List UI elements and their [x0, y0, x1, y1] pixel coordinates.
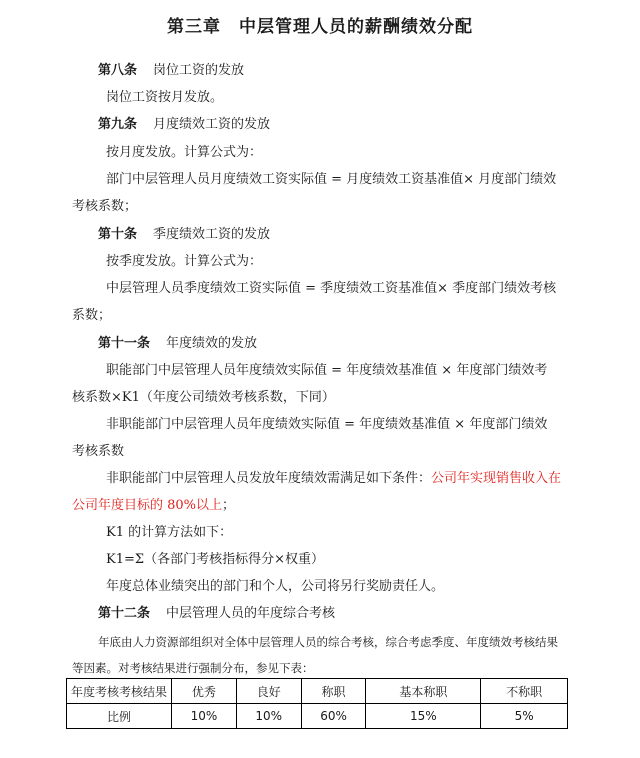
article-8-number: 第八条 — [98, 63, 138, 78]
article-11-formula-b-line2: 考核系数 — [72, 444, 125, 459]
table-cell: 比例 — [67, 704, 172, 729]
article-10-formula-line1: 中层管理人员季度绩效工资实际值 = 季度绩效工资基准值× 季度部门绩效考核 — [106, 281, 557, 296]
k1-formula: K1=Σ（各部门考核指标得分×权重） — [106, 552, 324, 567]
article-9-formula-line1: 部门中层管理人员月度绩效工资实际值 = 月度绩效工资基准值× 月度部门绩效 — [106, 172, 557, 187]
table-row — [67, 704, 568, 729]
article-12-text-line1: 年底由人力资源部组织对全体中层管理人员的综合考核，综合考虑季度、年度绩效考核结果 — [98, 635, 558, 649]
article-11-condition-line2 — [72, 498, 235, 514]
article-9-title: 月度绩效工资的发放 — [153, 117, 271, 132]
article-10-heading — [98, 227, 270, 243]
article-11-heading — [98, 336, 257, 352]
condition-highlight-2: 公司年度目标的 80%以上 — [72, 498, 223, 513]
table-cell: 60% — [301, 704, 366, 729]
article-12-heading — [98, 606, 335, 622]
chapter-title: 第三章 中层管理人员的薪酬绩效分配 — [167, 17, 473, 37]
article-12-title: 中层管理人员的年度综合考核 — [166, 606, 336, 621]
distribution-table — [66, 678, 568, 729]
article-11-formula-a-line2: 核系数×K1（年度公司绩效考核系数，下同） — [72, 390, 335, 405]
article-10-title: 季度绩效工资的发放 — [153, 227, 271, 242]
article-10-text: 按季度发放。计算公式为： — [106, 254, 263, 269]
condition-highlight-1: 公司年实现销售收入在 — [431, 471, 562, 486]
table-cell: 不称职 — [481, 679, 568, 704]
table-header-row — [67, 679, 568, 704]
table-cell: 10% — [236, 704, 301, 729]
table-cell: 良好 — [236, 679, 301, 704]
article-8-heading — [98, 63, 244, 79]
table-cell: 优秀 — [172, 679, 237, 704]
table-cell: 年度考核考核结果 — [67, 679, 172, 704]
article-11-formula-a-line1: 职能部门中层管理人员年度绩效实际值 = 年度绩效基准值 × 年度部门绩效考 — [106, 363, 548, 378]
article-10-number: 第十条 — [98, 227, 138, 242]
article-11-condition-line1 — [106, 471, 561, 487]
article-8-title: 岗位工资的发放 — [153, 63, 245, 78]
article-12-text-line2: 等因素。对考核结果进行强制分布，参见下表： — [72, 661, 314, 675]
article-11-number: 第十一条 — [98, 336, 151, 351]
article-10-formula-line2: 系数； — [72, 308, 112, 323]
condition-text: 非职能部门中层管理人员发放年度绩效需满足如下条件： — [106, 471, 432, 486]
reward-note: 年度总体业绩突出的部门和个人，公司将另行奖励责任人。 — [106, 579, 445, 594]
table-cell: 基本称职 — [366, 679, 481, 704]
article-11-formula-b-line1: 非职能部门中层管理人员年度绩效实际值 = 年度绩效基准值 × 年度部门绩效 — [106, 417, 548, 432]
article-8-text: 岗位工资按月发放。 — [106, 90, 224, 105]
condition-end: ； — [222, 498, 236, 513]
article-9-heading — [98, 117, 270, 133]
k1-method-label: K1 的计算方法如下： — [106, 525, 233, 540]
article-11-title: 年度绩效的发放 — [166, 336, 258, 351]
article-12-number: 第十二条 — [98, 606, 151, 621]
article-9-text: 按月度发放。计算公式为： — [106, 145, 263, 160]
table-cell: 15% — [366, 704, 481, 729]
table-cell: 10% — [172, 704, 237, 729]
article-9-number: 第九条 — [98, 117, 138, 132]
table-cell: 称职 — [301, 679, 366, 704]
article-9-formula-line2: 考核系数； — [72, 199, 138, 214]
table-cell: 5% — [481, 704, 568, 729]
